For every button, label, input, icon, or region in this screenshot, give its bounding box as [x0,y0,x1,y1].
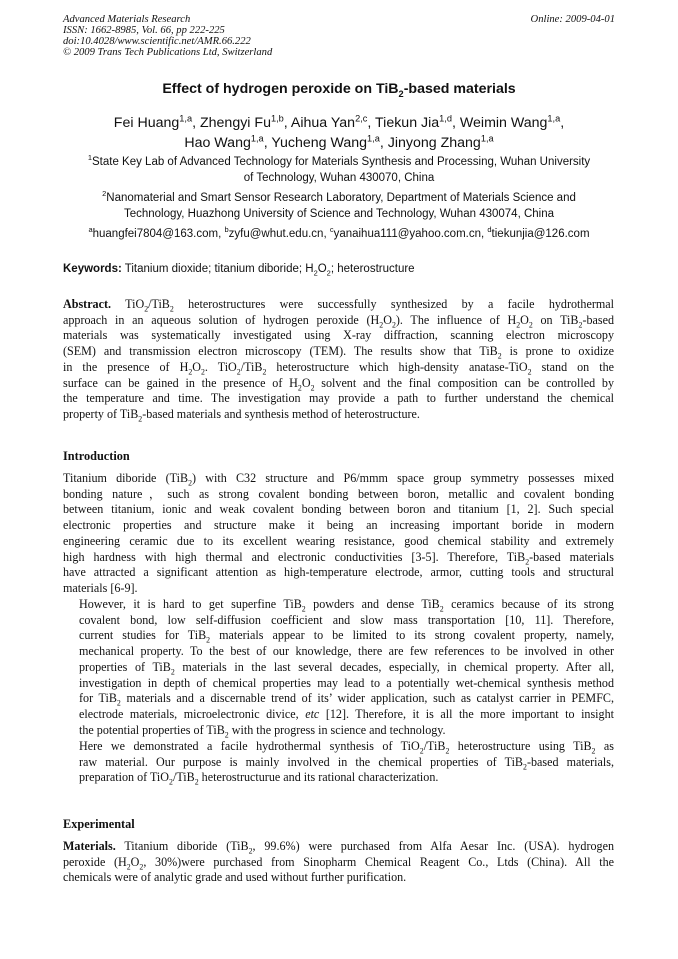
text-line [63,676,614,692]
text-segment: surface can be gained in the presence of H [63,375,298,390]
affiliation-1-line-1: State Key Lab of Advanced Technology for Materials Synthesis and Processing, Wuhan University [91,156,591,168]
affiliation-2-number: 2 [102,189,107,199]
subscript: 2 [138,414,143,424]
keywords-label: Keywords: [63,263,122,275]
issn-line: ISSN: 1662-8985, Vol. 66, pp 222-225 [63,25,225,36]
text-segment: [12]. Therefore, it is all the more important to insight [319,706,614,721]
text-line [63,691,614,707]
subscript: 2 [578,320,583,330]
text-segment: electronic properties and structure make it being an increasing important boride in modern [63,518,614,533]
keywords-sub: 2 [313,268,318,278]
email-mark: c [329,225,334,235]
affiliation-1-number: 1 [87,153,92,163]
text-line [63,297,614,313]
text-segment: (SEM) and transmission electron microscopy (TEM). The results show that TiB [63,344,498,359]
text-line [63,313,614,329]
keywords-text: O [317,263,327,275]
author-affiliation-mark: 1,a [250,133,264,144]
author-name: Zhengyi Fu [199,115,271,131]
text-segment: high hardness with high thermal and electronic conductivities [3-5]. Therefore, TiB [63,549,526,564]
email-mark: b [224,225,229,235]
text-segment: -based materials and synthesis method of heterostructure. [142,406,420,421]
text-segment: raw material. Our purpose is mainly involved in the chemical properties of TiB [79,754,523,769]
section-heading-experimental: Experimental [63,817,135,831]
doi-line: doi:10.4028/www.scientific.net/AMR.66.222 [63,36,251,47]
email-address: zyfu@whut.edu.cn [228,228,324,240]
materials-label: Materials. [63,839,116,853]
subscript: 2 [527,367,532,377]
text-segment: O [192,359,201,374]
text-segment: -based materials [529,549,614,564]
text-segment: , 30%)were purchased from Sinopharm Chemical Reagent Co., Ltds (China). All the [143,854,614,869]
author-affiliation-mark: 1,a [480,133,494,144]
text-segment: properties of TiB [79,659,171,674]
text-segment: O [383,312,392,327]
text-segment: -based [582,312,615,327]
text-line [63,770,614,786]
text-segment: have attracted a significant attention as high-temperature electrode, armor, cutting tools and structural [63,565,614,580]
subscript: 2 [188,478,192,488]
text-segment: powders and dense TiB [305,597,440,611]
text-segment: Titanium diboride (TiB [115,839,249,853]
author-affiliation-mark: 1,a [547,113,561,124]
text-segment: /TiB [240,359,263,374]
text-line [63,534,614,550]
text-segment: approach in an aqueous solution of hydrogen peroxide (H [63,312,380,327]
text-line [63,328,614,344]
copyright-line: © 2009 Trans Tech Publications Ltd, Switzerland [63,47,273,58]
text-segment: peroxide (H [63,854,127,869]
subscript: 2 [169,304,174,314]
subscript: 2 [523,762,527,772]
subscript: 2 [591,746,596,756]
subscript: 2 [297,382,302,392]
subscript: 2 [391,320,396,330]
text-segment: Here we demonstrated a facile hydrothermal synthesis of TiO [79,739,420,753]
text-segment: materials in the last several decades, especially, in chemical property. After all, [174,659,614,674]
paper-title [63,81,615,97]
text-segment: ) with C32 structure and P6/mmm space group symmetry possesses mixed [192,471,614,485]
author-separator: , [379,135,388,151]
subscript: 2 [528,320,533,330]
text-segment: However, it is hard to get superfine TiB [79,597,302,611]
keywords-text: ; heterostructure [330,263,415,275]
affiliation-2-line-2: Technology, Huazhong University of Science and Technology, Wuhan 430074, China [123,207,555,220]
subscript: 2 [262,367,267,377]
text-segment: covalent bond, low self-diffusion coefficient and slow mass transportation [10, 11]. Therefore, [79,612,614,627]
text-segment: electrode materials, microelectronic divice, [79,706,306,721]
text-segment: /TiB [423,739,446,753]
author-separator: , [452,115,460,131]
text-segment: current studies for TiB [79,628,207,643]
title-text: Effect of hydrogen peroxide on TiB [162,81,399,97]
author-name: Aihua Yan [290,115,356,131]
author-name: Tiekun Jia [375,115,440,131]
text-segment: -based materials, [526,754,614,769]
text-segment: stand on the [531,359,615,374]
text-line [63,360,614,376]
text-line [63,581,614,597]
text-line [63,613,614,629]
text-segment: solvent and the final composition can be controlled by [314,375,614,390]
text-line [63,550,614,566]
author-name: Yucheng Wang [271,135,368,151]
text-segment: materials was systematically investigated using X-ray diffraction, scanning electron microscopy [63,328,614,343]
intro-paragraph-2 [63,597,614,738]
keywords-text: Titanium dioxide; titanium diboride; H [121,263,314,275]
keywords-sub: 2 [326,268,331,278]
italic-text: etc [305,706,320,721]
text-segment: ). The influence of H [395,312,517,327]
text-segment: in the presence of H [63,359,189,374]
text-line [63,644,614,660]
text-segment: for TiB [79,691,117,706]
author-separator: , [263,135,272,151]
author-line-1 [63,113,615,133]
text-segment: on TiB [532,312,579,327]
subscript: 2 [170,667,175,677]
abstract [63,297,614,423]
author-separator: , [192,115,200,131]
affiliation-1-line-2: of Technology, Wuhan 430070, China [243,171,435,184]
text-segment: , 99.6%) were purchased from Alfa Aesar Inc. (USA). hydrogen [252,839,614,853]
text-segment: heterostructures were successfully synthesized by a facile hydrothermal [173,297,614,311]
text-segment: TiO [111,297,145,311]
author-separator: , [560,115,565,131]
text-segment: between titanium, ionic and weak covalent bonding between boron and titanium [1, 2]. Such special [63,502,614,517]
author-affiliation-mark: 1,a [179,113,193,124]
text-line [63,755,614,771]
text-segment: mechanical property. To the best of our knowledge, there are few references to be involved in other [79,644,614,659]
subscript: 2 [169,777,173,787]
intro-paragraph-3 [63,739,614,786]
text-line [63,391,614,407]
text-line [63,723,614,739]
text-segment: the temperature and time. The investigation may provide a path to further understand the chemical [63,391,614,406]
affiliation-2 [63,191,615,222]
email-address: tiekunjia@126.com [491,228,590,240]
author-separator: , [283,115,291,131]
author-list [63,113,615,153]
affiliation-1 [63,155,615,186]
subscript: 2 [497,351,502,361]
subscript: 2 [139,862,144,872]
text-segment: with the progress in science and technology. [228,722,446,737]
text-line [63,855,614,871]
subscript: 2 [126,862,131,872]
text-segment: investigation in depth of chemical properties may lead to a potentially wet-chemical synthesis method [79,675,614,690]
subscript: 2 [194,777,199,787]
author-separator: , [367,115,376,131]
affiliation-2-line-1: Nanomaterial and Smart Sensor Research Laboratory, Department of Materials Science and [106,192,576,204]
author-name: Hao Wang [184,135,251,151]
text-segment: /TiB [172,770,195,785]
text-line [63,407,614,423]
text-line [63,870,614,886]
author-affiliation-mark: 1,b [270,113,284,124]
text-line [63,344,614,360]
text-segment: materials and a discernable trend of its’ wider application, such as catalyst carrier in PEMFC, [120,691,615,706]
author-name: Weimin Wang [459,115,548,131]
subscript: 2 [419,746,424,756]
author-line-2 [63,133,615,153]
subscript: 2 [525,556,530,566]
email-separator: , [323,228,330,240]
text-segment: as [595,739,614,753]
text-segment: O [520,312,529,327]
email-separator: , [218,228,225,240]
subscript: 2 [310,382,315,392]
text-segment: the potential properties of TiB [79,722,225,737]
text-segment: heterostructurue and its rational characterization. [198,770,439,785]
subscript: 2 [144,304,149,314]
text-segment: . TiO [204,359,237,374]
text-segment: ceramics because of its strong [443,597,614,611]
email-mark: d [487,225,492,235]
section-heading-introduction: Introduction [63,449,130,463]
subscript: 2 [439,604,444,614]
text-segment: is prone to oxidize [501,344,614,359]
email-address: huangfei7804@163.com [92,228,219,240]
text-segment: engineering ceramic due to its excellent wearing resistance, good chemical stability and extremely [63,533,614,548]
subscript: 2 [200,367,205,377]
subscript: 2 [206,635,211,645]
text-segment: materials [6-9]. [63,580,138,595]
subscript: 2 [116,698,121,708]
text-line [63,518,614,534]
subscript: 2 [379,320,384,330]
author-name: Jinyong Zhang [387,135,481,151]
title-text-end: -based materials [403,81,516,97]
journal-name: Advanced Materials Research [63,14,191,25]
email-list [63,227,615,243]
email-address: yanaihua111@yahoo.com.cn [333,228,481,240]
journal-header [63,14,615,58]
text-line [63,839,614,855]
text-segment: O [301,375,311,390]
subscript: 2 [301,604,306,614]
text-segment: /TiB [148,297,170,311]
subscript: 2 [236,367,241,377]
text-segment: heterostructure using TiB [449,739,592,753]
experimental-materials [63,839,614,886]
author-affiliation-mark: 2,c [355,113,368,124]
text-segment: chemicals were of analytic grade and used without further purification. [63,870,407,885]
text-segment: preparation of TiO [79,770,170,785]
email-separator: , [481,228,488,240]
text-line [63,707,614,723]
subscript: 2 [188,367,193,377]
text-segment: O [130,854,140,869]
author-affiliation-mark: 1,a [367,133,380,144]
author-name: Fei Huang [113,115,180,131]
text-line [63,597,614,613]
subscript: 2 [516,320,521,330]
text-segment: heterostructure which high-density anatase-TiO [266,359,528,374]
text-line [63,376,614,392]
subscript: 2 [248,846,253,856]
text-segment: Titanium diboride (TiB [63,471,189,485]
online-date: Online: 2009-04-01 [530,14,615,25]
subscript: 2 [224,730,229,740]
text-segment: materials appear to be limited to its strong covalent property, namely, [210,628,614,643]
subscript: 2 [445,746,450,756]
email-mark: a [88,225,93,235]
keywords [63,263,615,278]
abstract-label: Abstract. [63,297,112,311]
text-line [63,660,614,676]
text-line [63,565,614,581]
title-subscript: 2 [398,88,404,99]
text-segment: bonding nature，such as strong covalent bonding between boron, metallic and covalent bonding [63,486,614,501]
text-line [63,471,614,487]
intro-paragraph-1 [63,471,614,597]
text-line [63,487,614,503]
text-line [63,739,614,755]
text-line [63,502,614,518]
author-affiliation-mark: 1,d [439,113,452,124]
text-segment: property of TiB [63,406,139,421]
text-line [63,628,614,644]
